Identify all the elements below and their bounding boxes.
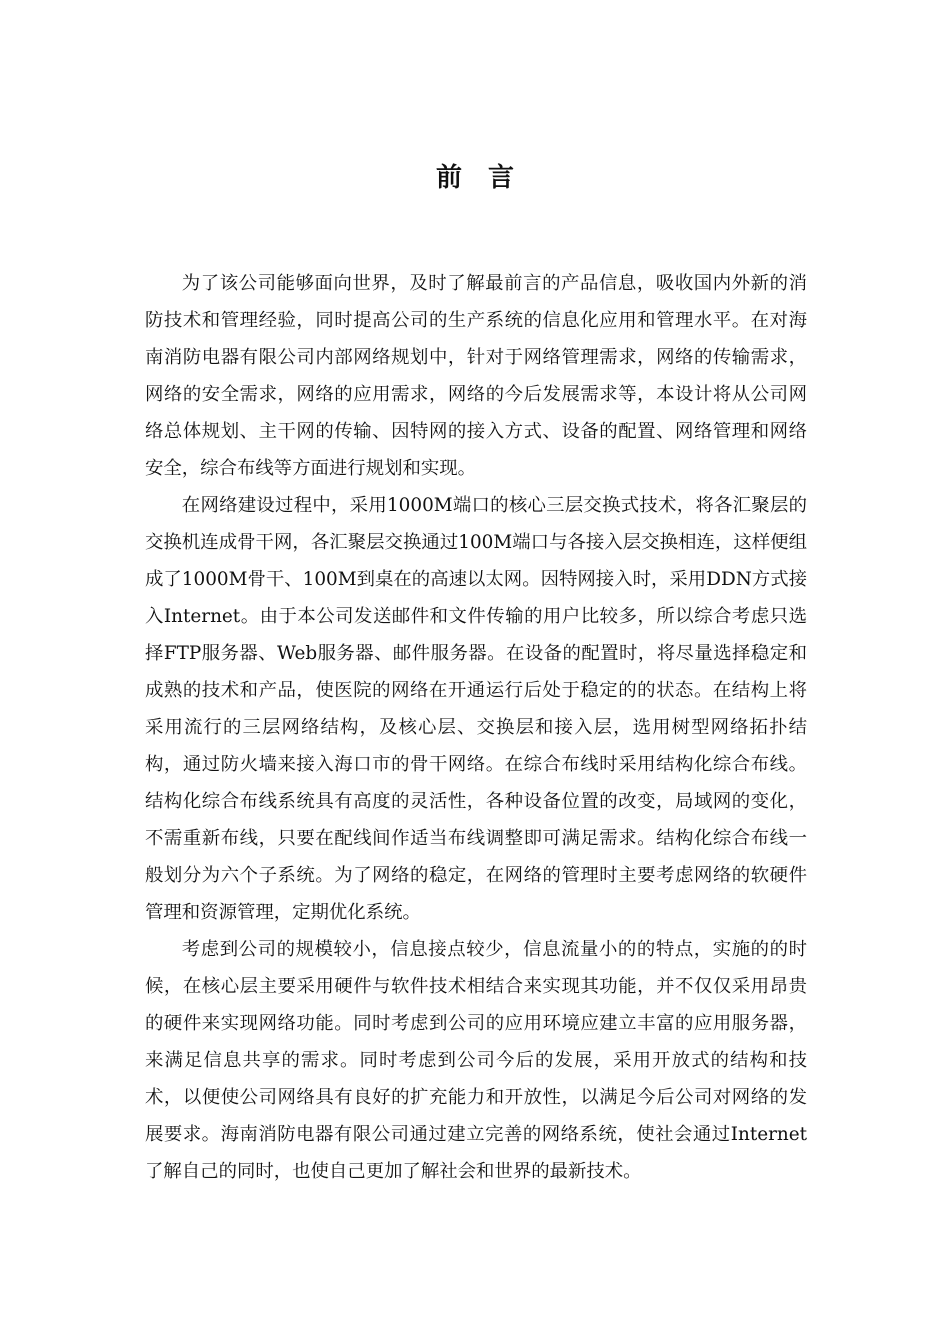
paragraph-3: 考虑到公司的规模较小，信息接点较少，信息流量小的的特点，实施的的时候，在核心层主要采用硬件与软件技术相结合来实现其功能，并不仅仅采用昂贵的硬件来实现网络功能。同时考虑到公司的应用环境应建立丰富的应用服务器，来满足信息共享的需求。同时考虑到公司今后的发展，采用开放式的结构和技术，以便使公司网络具有良好的扩充能力和开放性，以满足今后公司对网络的发展要求。海南消防电器有限公司通过建立完善的网络系统，使社会通过Internet了解自己的同时，也使自己更加了解社会和世界的最新技术。 — [145, 939, 807, 1182]
document-body — [145, 265, 807, 1190]
paragraph-2: 在网络建设过程中，采用1000M端口的核心三层交换式技术，将各汇聚层的交换机连成骨干网，各汇聚层交换通过100M端口与各接入层交换相连，这样便组成了1000M骨干、100M到桌在的高速以太网。因特网接入时，采用DDN方式接入Internet。由于本公司发送邮件和文件传输的用户比较多，所以综合考虑只选择FTP服务器、Web服务器、邮件服务器。在设备的配置时，将尽量选择稳定和成熟的技术和产品，使医院的网络在开通运行后处于稳定的的状态。在结构上将采用流行的三层网络结构，及核心层、交换层和接入层，选用树型网络拓扑结构，通过防火墙来接入海口市的骨干网络。在综合布线时采用结构化综合布线。结构化综合布线系统具有高度的灵活性，各种设备位置的改变，局域网的变化，不需重新布线，只要在配线间作适当布线调整即可满足需求。结构化综合布线一般划分为六个子系统。为了网络的稳定，在网络的管理时主要考虑网络的软硬件管理和资源管理，定期优化系统。 — [145, 495, 807, 923]
page-title: 前言 — [435, 163, 540, 193]
paragraph-1: 为了该公司能够面向世界，及时了解最前言的产品信息，吸收国内外新的消防技术和管理经验，同时提高公司的生产系统的信息化应用和管理水平。在对海南消防电器有限公司内部网络规划中，针对于网络管理需求，网络的传输需求，网络的安全需求，网络的应用需求，网络的今后发展需求等，本设计将从公司网络总体规划、主干网的传输、因特网的接入方式、设备的配置、网络管理和网络安全，综合布线等方面进行规划和实现。 — [145, 273, 807, 479]
